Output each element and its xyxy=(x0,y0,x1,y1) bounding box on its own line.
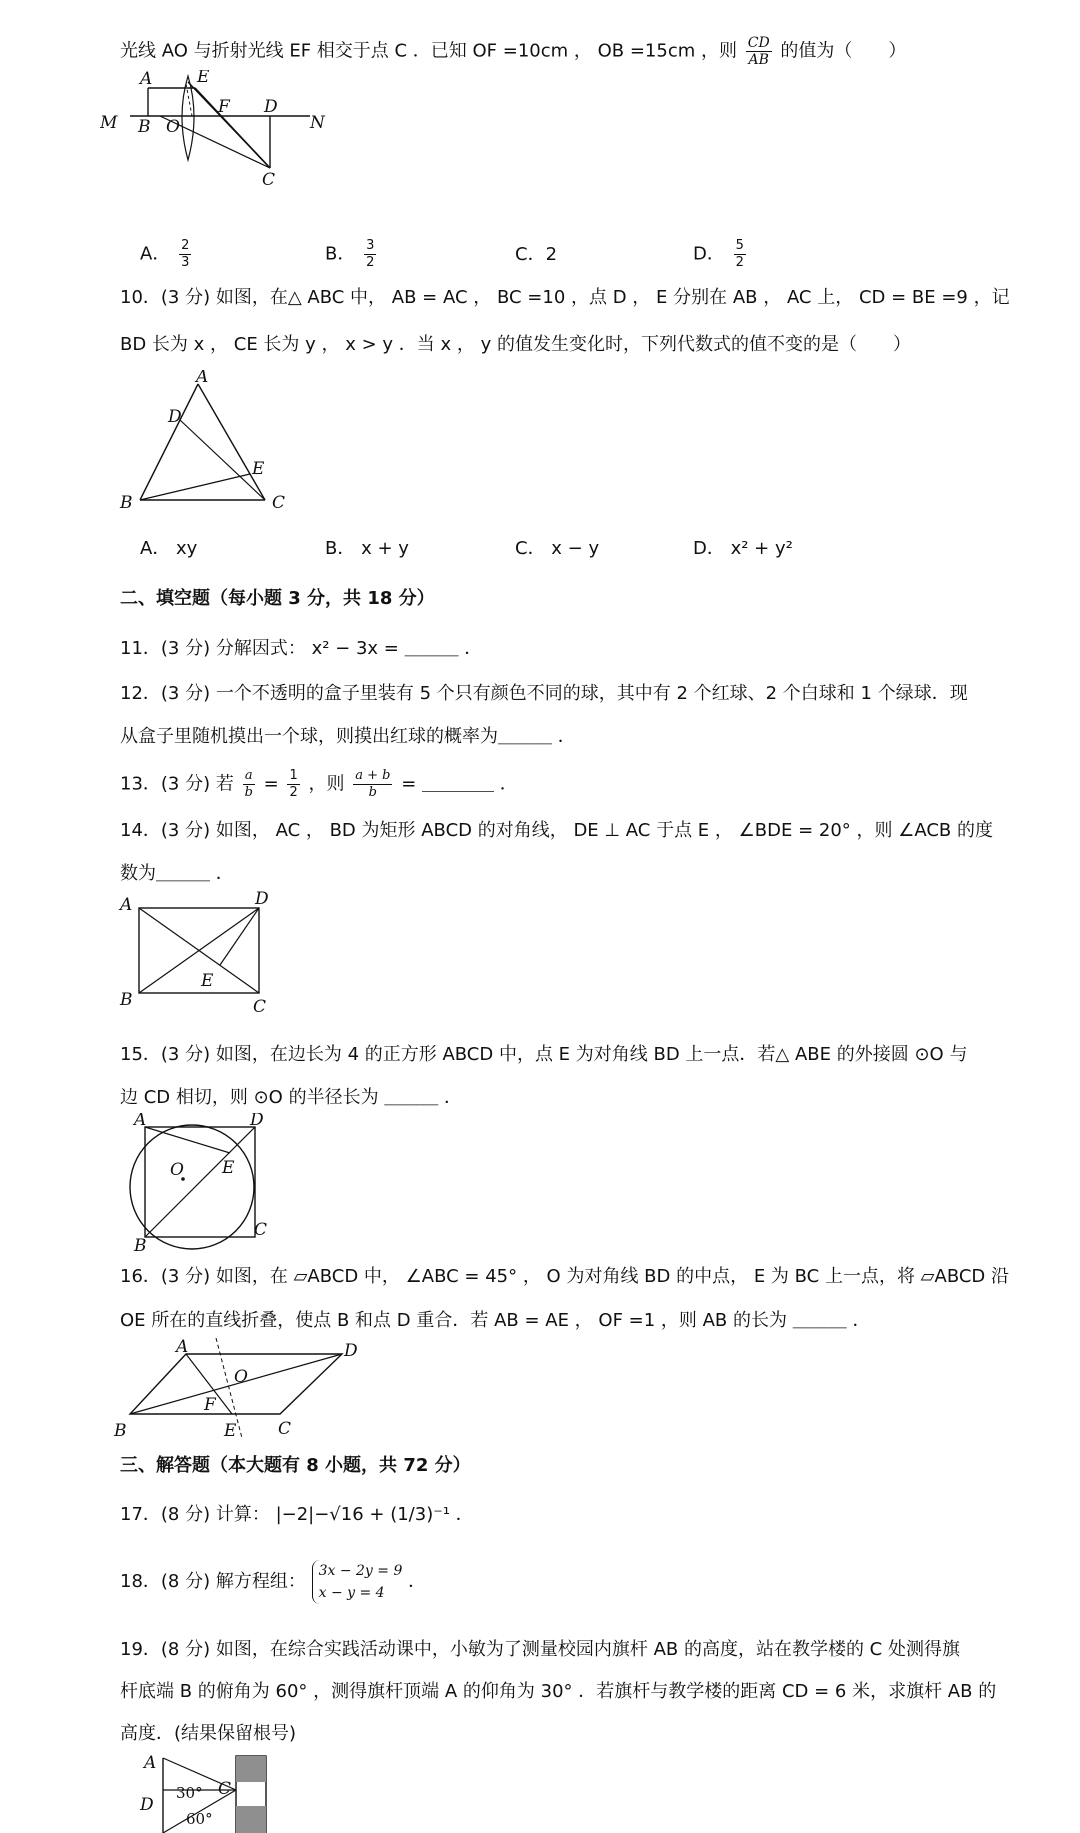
q15-label-C: C xyxy=(254,1220,268,1240)
q9-stem: 光线 AO 与折射光线 EF 相交于点 C ．已知 OF =10cm ， OB =15cm ，则 xyxy=(120,40,737,62)
q12-line2: 从盒子里随机摸出一个球，则摸出红球的概率为＿＿＿ ． xyxy=(120,726,576,747)
q14-line1: 14．(3 分) 如图， AC ， BD 为矩形 ABCD 的对角线， DE ⊥ AC 于点 E ， ∠BDE = 20° ，则 ∠ACB 的度 xyxy=(120,820,993,841)
q10-label-D: D xyxy=(168,407,182,427)
option-den: 2 xyxy=(366,255,375,270)
frac-bottom: b xyxy=(244,785,253,800)
q14-label-B: B xyxy=(120,990,133,1010)
q9-option-d[interactable] xyxy=(693,238,749,271)
q12-line1: 12．(3 分) 一个不透明的盒子里装有 5 个只有颜色不同的球，其中有 2 个红球、2 个白球和 1 个绿球．现 xyxy=(120,683,968,704)
q9-option-b[interactable] xyxy=(325,238,379,271)
q16-line2: OE 所在的直线折叠，使点 B 和点 D 重合．若 AB = AE ， OF =1 ，则 AB 的长为 ＿＿＿ ． xyxy=(120,1310,871,1331)
option-den: 3 xyxy=(181,255,190,270)
q16-label-C: C xyxy=(278,1419,292,1439)
q9-label-M: M xyxy=(100,113,118,133)
q15-label-A: A xyxy=(134,1113,147,1130)
q18-eq2: x − y = 4 xyxy=(318,1585,385,1601)
q18-eq1: 3x − 2y = 9 xyxy=(318,1563,403,1579)
q9-option-c[interactable] xyxy=(515,240,557,266)
q9-label-F: F xyxy=(218,97,230,117)
q10-label-C: C xyxy=(272,493,286,513)
q18-pre: 18．(8 分) 解方程组： xyxy=(120,1571,306,1592)
q10-option-c[interactable]: C． x − y xyxy=(515,538,600,559)
frac-top: a + b xyxy=(355,768,391,783)
q9-label-A: A xyxy=(140,70,153,89)
q19-angle-60: 60° xyxy=(186,1810,213,1828)
q14-label-D: D xyxy=(255,890,269,909)
q10-line2: BD 长为 x ， CE 长为 y ， x > y ．当 x ， y 的值发生变化时，下列代数式的值不变的是（ ） xyxy=(120,334,911,355)
q10-label-A: A xyxy=(196,370,209,387)
q9-tail: 的值为（ ） xyxy=(780,40,907,62)
q19-label-A: A xyxy=(144,1753,157,1773)
q16-figure xyxy=(110,1338,370,1448)
q9-option-a[interactable] xyxy=(140,238,194,271)
q9-label-N: N xyxy=(310,113,325,133)
q9-fraction xyxy=(746,35,772,68)
section-3-heading: 三、解答题（本大题有 8 小题，共 72 分） xyxy=(120,1455,471,1476)
q16-label-A: A xyxy=(176,1338,189,1357)
frac-bottom: 2 xyxy=(289,785,298,800)
q9-label-E: E xyxy=(197,70,210,87)
frac-top: CD xyxy=(747,35,770,51)
q16-label-E: E xyxy=(224,1421,237,1441)
q10-line1: 10．(3 分) 如图，在△ ABC 中， AB = AC ， BC =10 ，点 D ， E 分别在 AB ， AC 上， CD = BE =9 ，记 xyxy=(120,287,1010,308)
q14-figure xyxy=(115,890,285,1020)
frac-bottom: AB xyxy=(748,52,769,68)
q14-label-E: E xyxy=(201,971,214,991)
frac-top: a xyxy=(243,768,255,785)
q10-label-E: E xyxy=(252,459,265,479)
q18-text xyxy=(120,1560,1040,1604)
q16-label-O: O xyxy=(234,1367,248,1387)
frac-top: 1 xyxy=(289,768,298,783)
q14-label-A: A xyxy=(120,895,133,915)
q13-eq: = xyxy=(263,773,285,795)
q9-figure xyxy=(100,70,340,190)
q13-then: ，则 xyxy=(308,773,345,795)
q10-option-d[interactable]: D． x² + y² xyxy=(693,538,793,559)
q19-label-C: C xyxy=(218,1779,232,1799)
q11-text: 11．(3 分) 分解因式： x² − 3x = ＿＿＿ ． xyxy=(120,638,483,659)
option-den: 2 xyxy=(735,255,744,270)
q19-line2: 杆底端 B 的俯角为 60° ，测得旗杆顶端 A 的仰角为 30° ．若旗杆与教学楼的距离 CD = 6 米，求旗杆 AB 的 xyxy=(120,1681,997,1702)
q13-text xyxy=(120,768,1040,801)
q19-line1: 19．(8 分) 如图，在综合实践活动课中，小敏为了测量校园内旗杆 AB 的高度，站在教学楼的 C 处测得旗 xyxy=(120,1639,960,1660)
q17-text: 17．(8 分) 计算： |−2|−√16 + (1/3)⁻¹ ． xyxy=(120,1504,474,1525)
q15-label-D: D xyxy=(250,1113,264,1130)
q15-label-E: E xyxy=(222,1158,235,1178)
q13-tail: = ＿＿＿＿ ． xyxy=(401,773,518,795)
option-label: D． xyxy=(693,243,725,265)
option-label: A． xyxy=(140,243,171,265)
q14-label-C: C xyxy=(253,997,267,1017)
frac-bottom: b xyxy=(368,785,377,800)
q18-system xyxy=(312,1560,403,1604)
section-2-heading: 二、填空题（每小题 3 分，共 18 分） xyxy=(120,588,435,609)
q9-text xyxy=(120,35,1040,68)
q15-figure xyxy=(110,1113,290,1253)
q9-label-D: D xyxy=(264,97,278,117)
q16-label-F: F xyxy=(204,1395,216,1415)
q15-label-O: O xyxy=(170,1160,184,1180)
q10-option-b[interactable]: B． x + y xyxy=(325,538,409,559)
q15-label-B: B xyxy=(134,1236,147,1253)
option-num: 2 xyxy=(181,238,190,253)
option-num: 5 xyxy=(735,238,744,253)
q16-label-D: D xyxy=(344,1341,358,1361)
q19-line3: 高度．(结果保留根号) xyxy=(120,1723,297,1744)
q16-label-B: B xyxy=(114,1421,127,1441)
q18-tail: ． xyxy=(408,1571,427,1592)
option-label: B． xyxy=(325,243,356,265)
q9-label-O: O xyxy=(166,117,180,137)
q9-label-B: B xyxy=(138,117,151,137)
q15-line1: 15．(3 分) 如图，在边长为 4 的正方形 ABCD 中，点 E 为对角线 BD 上一点．若△ ABE 的外接圆 ⊙O 与 xyxy=(120,1044,968,1065)
q16-line1: 16．(3 分) 如图，在 ▱ABCD 中， ∠ABC = 45° ， O 为对角线 BD 的中点， E 为 BC 上一点，将 ▱ABCD 沿 xyxy=(120,1266,1010,1287)
q19-angle-30: 30° xyxy=(176,1784,203,1802)
q10-label-B: B xyxy=(120,493,133,513)
option-label: C．2 xyxy=(515,244,558,265)
q19-figure xyxy=(130,1748,290,1833)
q10-figure xyxy=(110,370,310,515)
q15-line2: 边 CD 相切，则 ⊙O 的半径长为 ＿＿＿ ． xyxy=(120,1087,463,1108)
q13-pre: 13．(3 分) 若 xyxy=(120,773,234,795)
q9-label-C: C xyxy=(262,170,276,190)
q10-option-a[interactable]: A． xy xyxy=(140,538,198,559)
option-num: 3 xyxy=(366,238,375,253)
q19-label-D: D xyxy=(140,1795,154,1815)
q14-line2: 数为＿＿＿ ． xyxy=(120,863,234,884)
